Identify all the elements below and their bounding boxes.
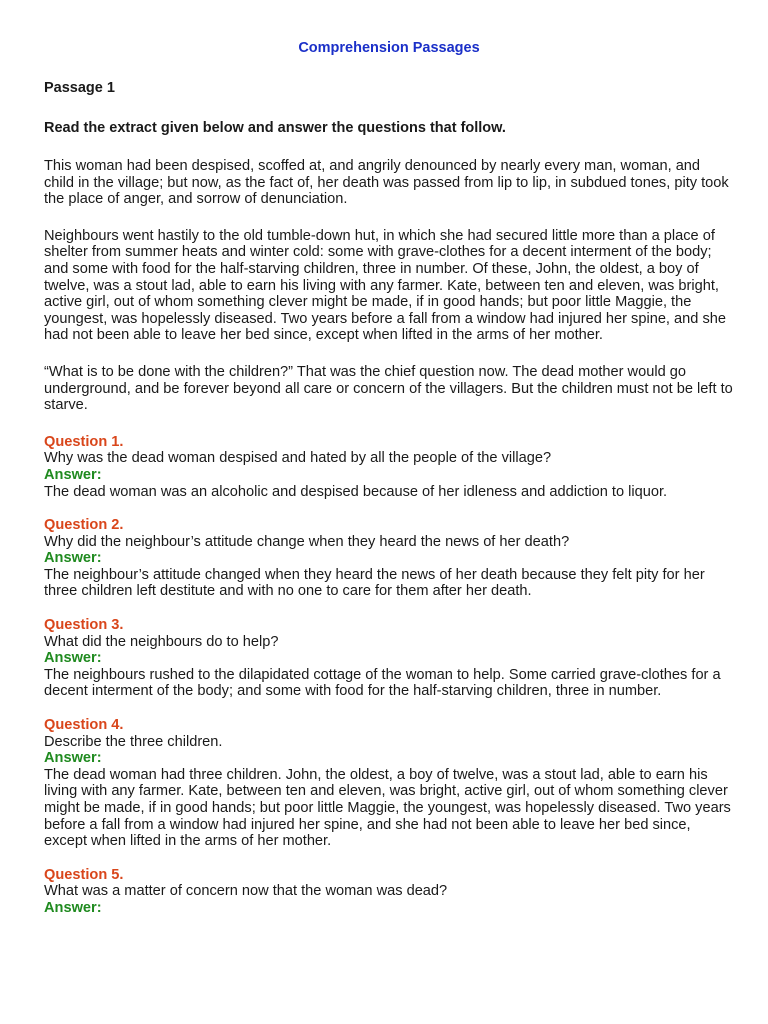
question-text: Why was the dead woman despised and hated by all the people of the village? [44, 450, 552, 467]
passage-paragraph-2: Neighbours went hastily to the old tumble-down hut, in which she had secured little more than a place of shelter from summer heats and winter cold: some with grave-clothes for a decent interment of the body; and some with food for the half-starving children, three in number. Of these, John, the oldest, a boy of twelve, was a stout lad, able to earn his living with any farmer. Kate, between ten and eleven, was bright, active girl, out of whom something clever might be made, if in good hands; but poor little Maggie, the youngest, was hopelessly diseased. Two years before a fall from a window had injured her spine, and she had not been able to leave her bed since, except when lifted in the arms of her mother. [44, 227, 726, 344]
answer-text: The dead woman was an alcoholic and despised because of her idleness and addiction to liquor. [44, 483, 668, 500]
question-block-4 [44, 717, 734, 850]
question-text: Why did the neighbour’s attitude change when they heard the news of her death? [44, 533, 570, 550]
passage-paragraph-1: This woman had been despised, scoffed at, and angrily denounced by nearly every man, woman, and child in the village; but now, as the fact of, her death was passed from lip to lip, in subdued tones, pity took the place of anger, and sorrow of denunciation. [44, 158, 729, 208]
question-block-5 [44, 867, 734, 917]
answer-text: The dead woman had three children. John, the oldest, a boy of twelve, was a stout lad, able to earn his living with any farmer. Kate, between ten and eleven, was bright, active girl, out of whom something clever might be made, if in good hands; but poor little Maggie, the youngest, was hopelessly diseased. Two years before a fall from a window had injured her spine, and she had not been able to leave her bed since, except when lifted in the arms of her mother. [44, 766, 731, 850]
question-label: Question 2. [44, 517, 124, 534]
question-block-1 [44, 434, 734, 500]
question-text: Describe the three children. [44, 733, 223, 750]
question-text: What did the neighbours do to help? [44, 633, 279, 650]
passage-paragraph-3: “What is to be done with the children?” That was the chief question now. The dead mother would go underground, and be forever beyond all care or concern of the villagers. But the children must not be left to starve. [44, 363, 733, 414]
passage-heading: Passage 1 [44, 80, 115, 96]
question-label: Question 3. [44, 617, 124, 634]
answer-text: The neighbour’s attitude changed when they heard the news of her death because they felt pity for her three children left destitute and with no one to care for them after her death. [44, 566, 705, 600]
answer-label: Answer: [44, 650, 102, 667]
answer-text: The neighbours rushed to the dilapidated cottage of the woman to help. Some carried grave-clothes for a decent interment of the body; and some with food for the half-starving children, three in number. [44, 666, 721, 700]
instruction-heading: Read the extract given below and answer the questions that follow. [44, 120, 506, 136]
question-block-3 [44, 617, 734, 700]
question-block-2 [44, 517, 734, 600]
page-title: Comprehension Passages [298, 40, 480, 56]
question-label: Question 4. [44, 717, 124, 734]
question-label: Question 1. [44, 433, 124, 450]
answer-label: Answer: [44, 466, 102, 483]
answer-label: Answer: [44, 550, 102, 567]
answer-label: Answer: [44, 899, 102, 916]
document-page [44, 38, 734, 934]
answer-label: Answer: [44, 750, 102, 767]
question-text: What was a matter of concern now that the woman was dead? [44, 883, 448, 900]
question-label: Question 5. [44, 866, 124, 883]
